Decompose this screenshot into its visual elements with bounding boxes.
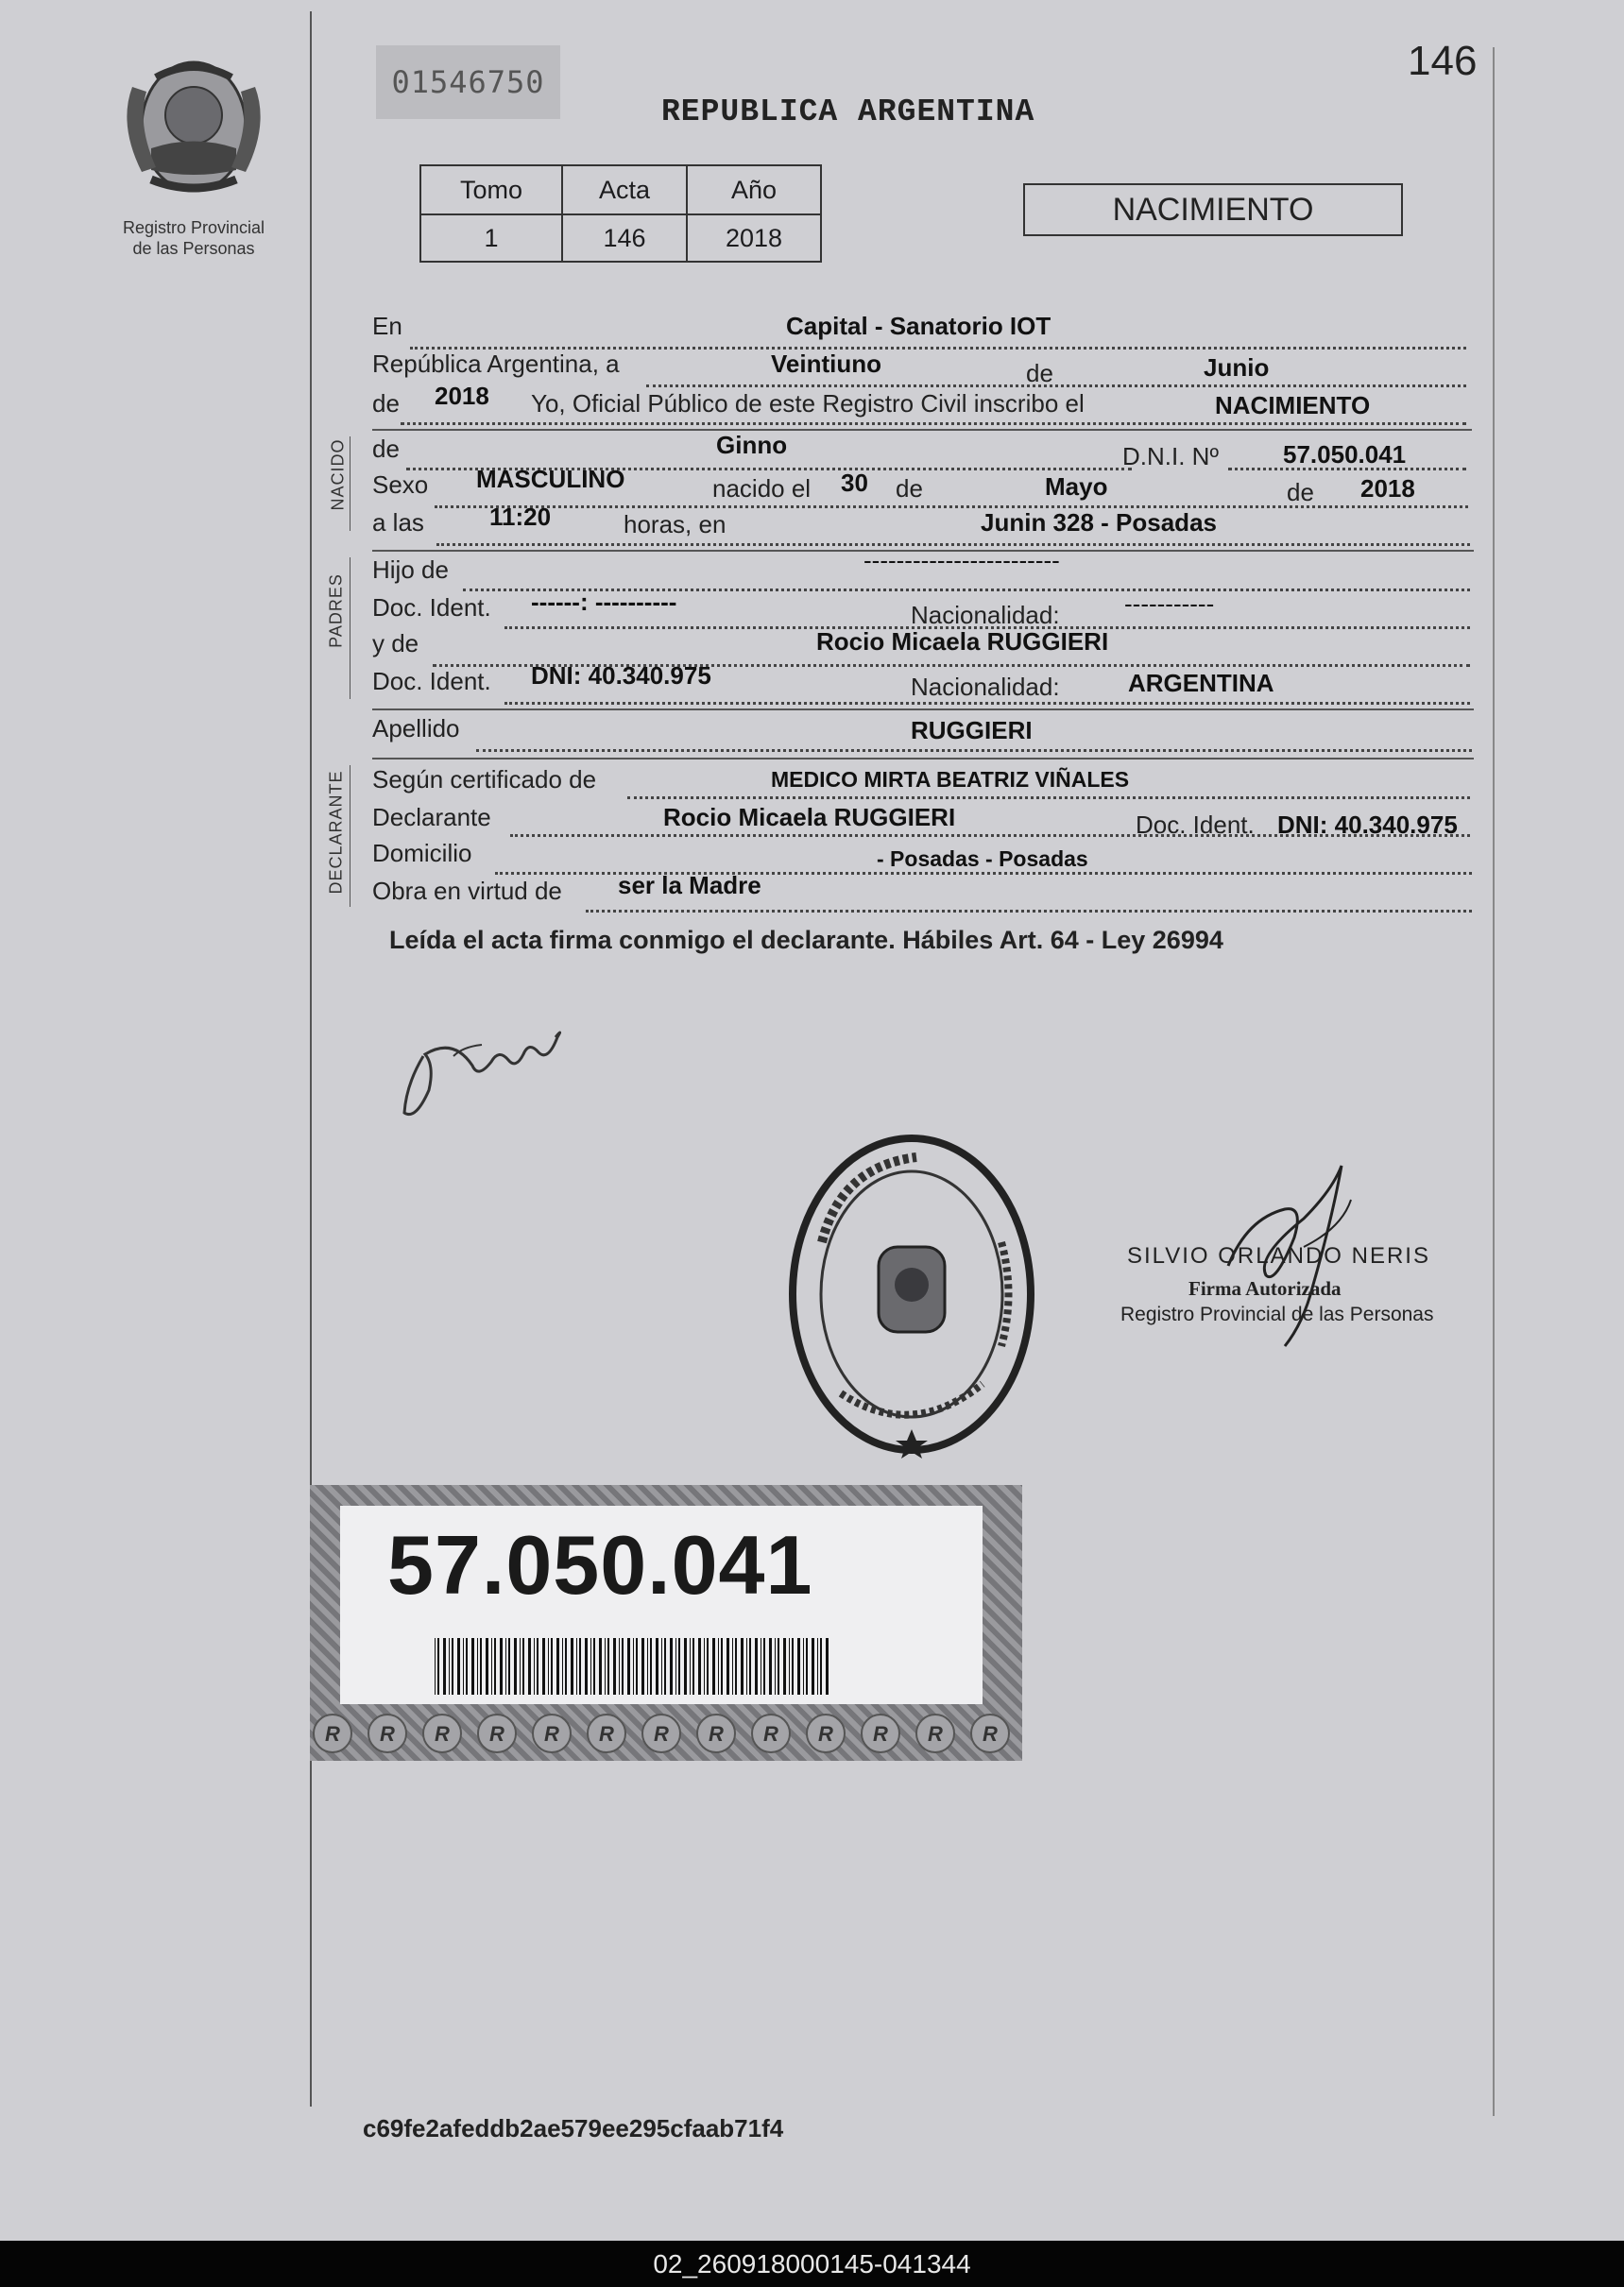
birth-address-value: Junin 328 - Posadas xyxy=(981,508,1217,537)
svg-text:R: R xyxy=(544,1722,559,1746)
svg-text:R: R xyxy=(763,1722,778,1746)
country-title: REPUBLICA ARGENTINA xyxy=(661,94,1035,129)
day-value: Veintiuno xyxy=(771,350,881,378)
mother-nationality-value: ARGENTINA xyxy=(1128,669,1274,697)
birth-time-value: 11:20 xyxy=(489,503,552,531)
alas-label: a las xyxy=(372,508,424,537)
separator xyxy=(372,708,1474,710)
reason-value: ser la Madre xyxy=(618,871,761,899)
father-doc-label: Doc. Ident. xyxy=(372,593,491,622)
left-margin-line xyxy=(310,11,312,2107)
table-header-tomo: Tomo xyxy=(420,165,562,214)
declarant-doc-value: DNI: 40.340.975 xyxy=(1277,811,1458,839)
province-coat-of-arms-logo xyxy=(113,59,274,200)
nacido-label: nacido el xyxy=(712,474,812,503)
officer-role: Firma Autorizada xyxy=(1188,1277,1342,1300)
document-hash: c69fe2afeddb2ae579ee295cfaab71f4 xyxy=(363,2114,784,2142)
table-value-acta: 146 xyxy=(562,214,687,262)
officer-name: SILVIO ORLANDO NERIS xyxy=(1127,1243,1430,1269)
id-number: 57.050.041 xyxy=(387,1518,813,1612)
apellido-label: Apellido xyxy=(372,714,460,742)
yde-label: y de xyxy=(372,629,419,657)
closing-text: Leída el acta firma conmigo el declarante. Hábiles Art. 64 - Ley 26994 xyxy=(389,926,1223,954)
obra-label: Obra en virtud de xyxy=(372,877,562,905)
domicilio-label: Domicilio xyxy=(372,839,472,867)
registry-seal-stamp xyxy=(784,1129,1039,1459)
record-word-value: NACIMIENTO xyxy=(1215,391,1371,419)
logo-caption xyxy=(85,217,302,259)
section-label-nacido: NACIDO xyxy=(328,438,348,511)
nacido-de-label-3: de xyxy=(1287,478,1314,506)
father-nationality-label: Nacionalidad: xyxy=(911,601,1060,629)
birth-day-value: 30 xyxy=(841,469,868,497)
nacido-de-label-2: de xyxy=(896,474,923,503)
svg-text:R: R xyxy=(709,1722,724,1746)
svg-text:R: R xyxy=(489,1722,504,1746)
svg-text:R: R xyxy=(928,1722,943,1746)
svg-text:R: R xyxy=(435,1722,450,1746)
en-label: En xyxy=(372,312,402,340)
id-sticker-panel xyxy=(340,1506,983,1704)
domicile-value: - Posadas - Posadas xyxy=(877,846,1088,871)
mother-nationality-label: Nacionalidad: xyxy=(911,673,1060,701)
father-doc-value: ------: ---------- xyxy=(531,588,677,616)
logo-caption-line1: Registro Provincial xyxy=(122,218,265,237)
page-number: 146 xyxy=(1408,38,1478,84)
logo-caption-line2: de las Personas xyxy=(132,239,255,258)
certificado-label: Según certificado de xyxy=(372,765,597,794)
nacido-de-label: de xyxy=(372,435,400,463)
svg-text:R: R xyxy=(818,1722,833,1746)
section-label-padres: PADRES xyxy=(326,573,346,648)
place-value: Capital - Sanatorio IOT xyxy=(786,312,1051,340)
footer-code: 02_260918000145-041344 xyxy=(653,2249,971,2278)
declarant-doc-label: Doc. Ident. xyxy=(1136,811,1255,839)
right-margin-line xyxy=(1493,47,1495,2116)
mother-doc-label: Doc. Ident. xyxy=(372,667,491,695)
registry-table xyxy=(419,164,822,263)
apellido-value: RUGGIERI xyxy=(911,716,1033,744)
year-value: 2018 xyxy=(435,382,489,410)
security-pattern xyxy=(310,1710,1022,1757)
sex-value: MASCULINO xyxy=(476,465,625,493)
birth-year-value: 2018 xyxy=(1360,474,1415,503)
svg-text:R: R xyxy=(873,1722,888,1746)
serial-number-stamp: 01546750 xyxy=(376,45,560,119)
table-value-tomo: 1 xyxy=(420,214,562,262)
father-name-value: ------------------------ xyxy=(863,546,1060,574)
svg-text:R: R xyxy=(599,1722,614,1746)
mother-name-value: Rocio Micaela RUGGIERI xyxy=(816,627,1109,656)
table-value-anio: 2018 xyxy=(687,214,821,262)
separator xyxy=(372,429,1472,431)
svg-text:R: R xyxy=(325,1722,340,1746)
section-label-declarante: DECLARANTE xyxy=(326,770,346,895)
handwritten-annotation xyxy=(397,999,567,1132)
table-header-anio: Año xyxy=(687,165,821,214)
certificate-value: MEDICO MIRTA BEATRIZ VIÑALES xyxy=(771,767,1130,792)
dni-label: D.N.I. Nº xyxy=(1122,442,1219,470)
barcode xyxy=(435,1638,831,1695)
statement-text: Yo, Oficial Público de este Registro Civil inscribo el xyxy=(531,389,1085,418)
republica-label: República Argentina, a xyxy=(372,350,620,378)
hijo-label: Hijo de xyxy=(372,555,449,584)
table-header-acta: Acta xyxy=(562,165,687,214)
child-name-value: Ginno xyxy=(716,431,788,459)
declarant-name-value: Rocio Micaela RUGGIERI xyxy=(663,803,956,831)
declarante-label: Declarante xyxy=(372,803,491,831)
id-number-sticker xyxy=(310,1485,1022,1761)
birth-month-value: Mayo xyxy=(1045,472,1108,501)
de-year-label: de xyxy=(372,389,400,418)
de-label: de xyxy=(1026,359,1053,387)
sexo-label: Sexo xyxy=(372,470,429,499)
month-value: Junio xyxy=(1204,353,1270,382)
footer-bar xyxy=(0,2241,1624,2287)
father-nationality-value: ----------- xyxy=(1124,589,1215,618)
officer-office: Registro Provincial de las Personas xyxy=(1120,1304,1434,1325)
child-dni-value: 57.050.041 xyxy=(1283,440,1407,469)
separator xyxy=(372,758,1474,759)
mother-doc-value: DNI: 40.340.975 xyxy=(531,661,711,690)
record-type-box: NACIMIENTO xyxy=(1023,183,1403,236)
horas-label: horas, en xyxy=(624,510,727,538)
svg-text:R: R xyxy=(983,1722,998,1746)
svg-text:R: R xyxy=(654,1722,669,1746)
svg-text:R: R xyxy=(380,1722,395,1746)
